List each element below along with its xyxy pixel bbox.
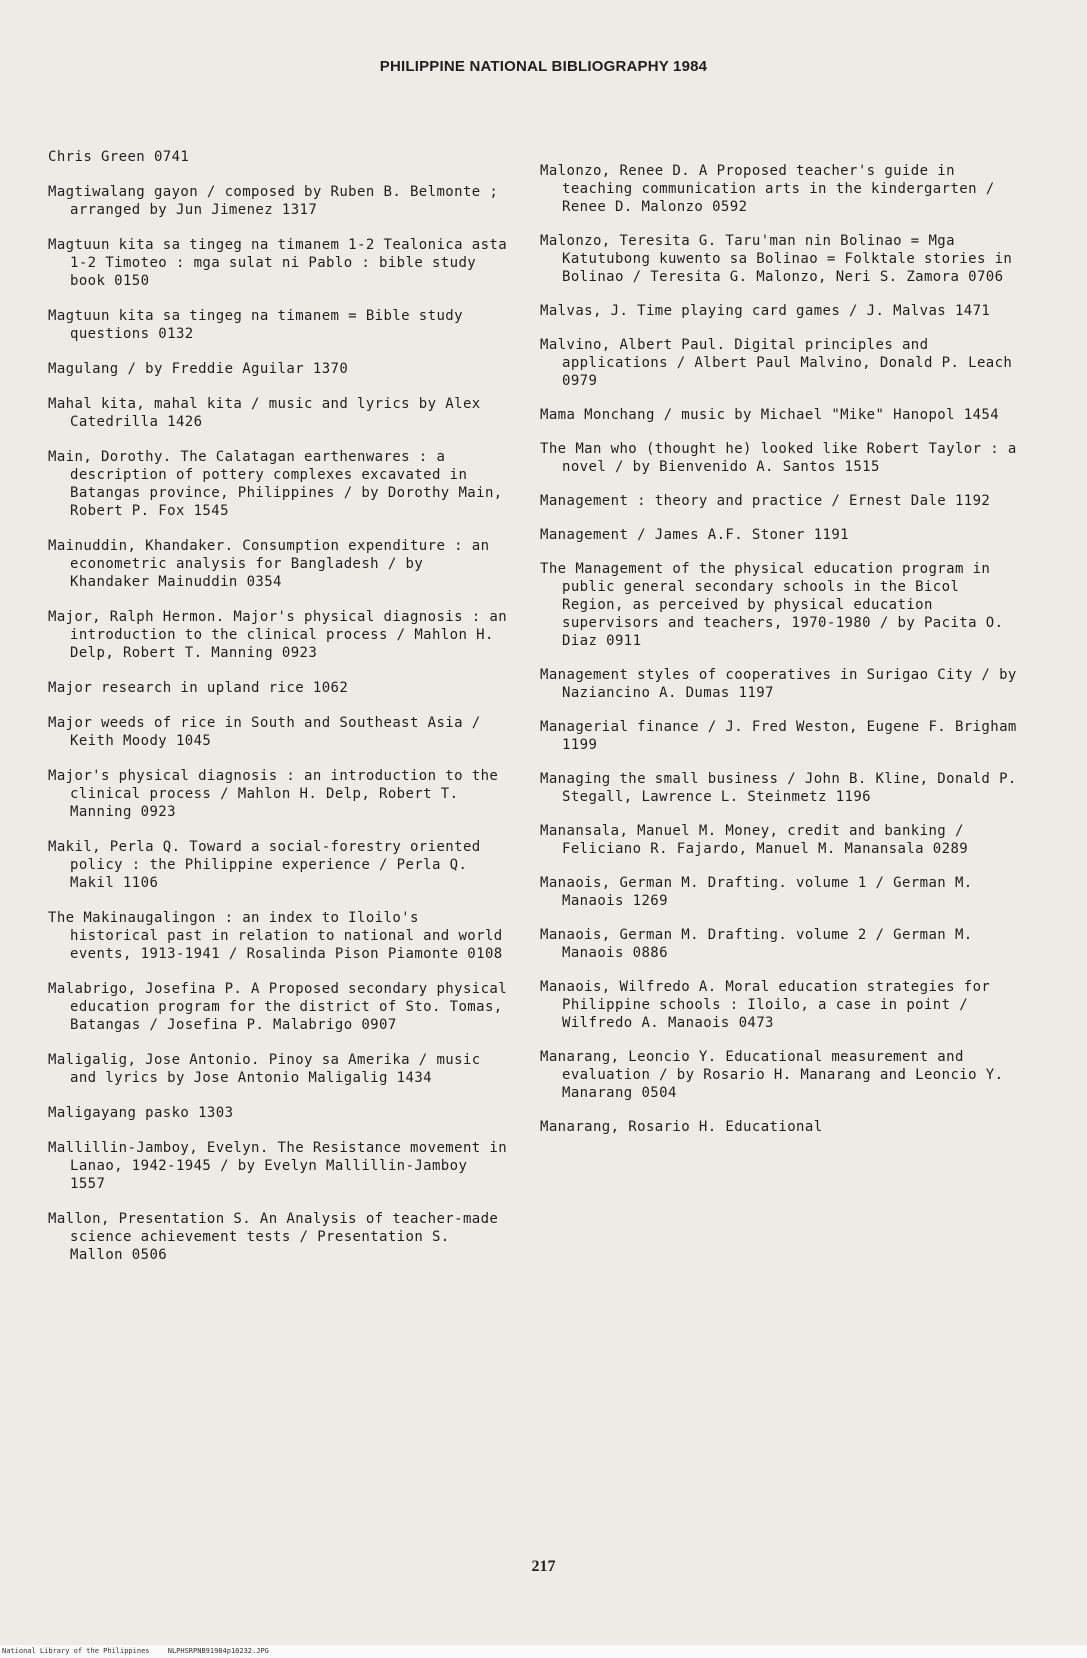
bibliography-entry: Management : theory and practice / Ernest Dale 1192 <box>540 493 991 509</box>
bibliography-entry: Mallillin-Jamboy, Evelyn. The Resistance movement in Lanao, 1942-1945 / by Evelyn Mallillin-Jamboy 1557 <box>48 1140 516 1192</box>
bibliography-entry: Magtiwalang gayon / composed by Ruben B. Belmonte ; arranged by Jun Jimenez 1317 <box>48 184 508 218</box>
scan-footer <box>0 1645 1087 1658</box>
bibliography-entry: Manaois, German M. Drafting. volume 2 / German M. Manaois 0886 <box>540 927 982 961</box>
bibliography-entry: Manarang, Leoncio Y. Educational measurement and evaluation / by Rosario H. Manarang and Leoncio Y. Manarang 0504 <box>540 1049 1013 1101</box>
bibliography-entry: Magtuun kita sa tingeg na timanem 1-2 Tealonica asta 1-2 Timoteo : mga sulat ni Pablo : bible study book 0150 <box>48 237 516 289</box>
bibliography-entry: The Man who (thought he) looked like Robert Taylor : a novel / by Bienvenido A. Santos 1515 <box>540 441 1026 475</box>
bibliography-entry: Malvino, Albert Paul. Digital principles and applications / Albert Paul Malvino, Donald P. Leach 0979 <box>540 337 1022 389</box>
bibliography-entry: Management styles of cooperatives in Surigao City / by Naziancino A. Dumas 1197 <box>540 667 1026 701</box>
footer-library: National Library of the Philippines <box>2 1647 150 1655</box>
bibliography-entry: Managerial finance / J. Fred Weston, Eugene F. Brigham 1199 <box>540 719 1026 753</box>
bibliography-entry: Mama Monchang / music by Michael "Mike" Hanopol 1454 <box>540 407 1000 423</box>
bibliography-entry: Manaois, German M. Drafting. volume 1 / German M. Manaois 1269 <box>540 875 982 909</box>
bibliography-entry: Mahal kita, mahal kita / music and lyrics by Alex Catedrilla 1426 <box>48 396 490 430</box>
bibliography-entry: Maligayang pasko 1303 <box>48 1105 234 1121</box>
bibliography-entry: Maligalig, Jose Antonio. Pinoy sa Amerika / music and lyrics by Jose Antonio Maligalig 1434 <box>48 1052 490 1086</box>
bibliography-entry: Manarang, Rosario H. Educational <box>540 1119 823 1135</box>
bibliography-entry: Manansala, Manuel M. Money, credit and banking / Feliciano R. Fajardo, Manuel M. Manansala 0289 <box>540 823 973 857</box>
bibliography-entry: Malabrigo, Josefina P. A Proposed secondary physical education program for the district of Sto. Tomas, Batangas / Josefina P. Malabrigo 0907 <box>48 981 516 1033</box>
bibliography-entry: Mallon, Presentation S. An Analysis of teacher-made science achievement tests / Presentation S. Mallon 0506 <box>48 1211 508 1263</box>
bibliography-entry: Makil, Perla Q. Toward a social-forestry oriented policy : the Philippine experience / Perla Q. Makil 1106 <box>48 839 490 891</box>
left-column <box>48 148 516 1281</box>
bibliography-entry: The Makinaugalingon : an index to Iloilo's historical past in relation to national and world events, 1913-1941 / Rosalinda Pison Piamonte 0108 <box>48 910 512 962</box>
bibliography-entry: Major's physical diagnosis : an introduction to the clinical process / Mahlon H. Delp, Robert T. Manning 0923 <box>48 768 508 820</box>
footer-file: NLPHSRPNB91984p10232.JPG <box>167 1647 269 1655</box>
bibliography-entry: Malvas, J. Time playing card games / J. Malvas 1471 <box>540 303 991 319</box>
right-column <box>540 162 1026 1152</box>
bibliography-entry: Mainuddin, Khandaker. Consumption expenditure : an econometric analysis for Bangladesh / by Khandaker Mainuddin 0354 <box>48 538 499 590</box>
bibliography-entry: Major research in upland rice 1062 <box>48 680 349 696</box>
bibliography-entry: Management / James A.F. Stoner 1191 <box>540 527 850 543</box>
bibliography-entry: Major weeds of rice in South and Southeast Asia / Keith Moody 1045 <box>48 715 490 749</box>
bibliography-entry: Magulang / by Freddie Aguilar 1370 <box>48 361 349 377</box>
bibliography-entry: Major, Ralph Hermon. Major's physical diagnosis : an introduction to the clinical process / Mahlon H. Delp, Robert T. Manning 0923 <box>48 609 516 661</box>
bibliography-entry: Main, Dorothy. The Calatagan earthenwares : a description of pottery complexes excavated in Batangas province, Philippines / by Dorothy Main, Robert P. Fox 1545 <box>48 449 512 519</box>
bibliography-entry: Malonzo, Renee D. A Proposed teacher's guide in teaching communication arts in the kindergarten / Renee D. Malonzo 0592 <box>540 163 1004 215</box>
bibliography-entry: Managing the small business / John B. Kline, Donald P. Stegall, Lawrence L. Steinmetz 1196 <box>540 771 1026 805</box>
bibliography-entry: Chris Green 0741 <box>48 149 190 165</box>
bibliography-entry: Manaois, Wilfredo A. Moral education strategies for Philippine schools : Iloilo, a case in point / Wilfredo A. Manaois 0473 <box>540 979 1000 1031</box>
page-number: 217 <box>531 1558 556 1575</box>
bibliography-entry: The Management of the physical education program in public general secondary schools in the Bicol Region, as perceived by physical education supervisors and teachers, 1970-1980 / by Pacita O. Diaz 0911 <box>540 561 1013 649</box>
bibliography-entry: Malonzo, Teresita G. Taru'man nin Bolinao = Mga Katutubong kuwento sa Bolinao = Folktale stories in Bolinao / Teresita G. Malonzo, Neri S. Zamora 0706 <box>540 233 1022 285</box>
bibliography-entry: Magtuun kita sa tingeg na timanem = Bible study questions 0132 <box>48 308 472 342</box>
page-header: PHILIPPINE NATIONAL BIBLIOGRAPHY 1984 <box>379 58 708 75</box>
